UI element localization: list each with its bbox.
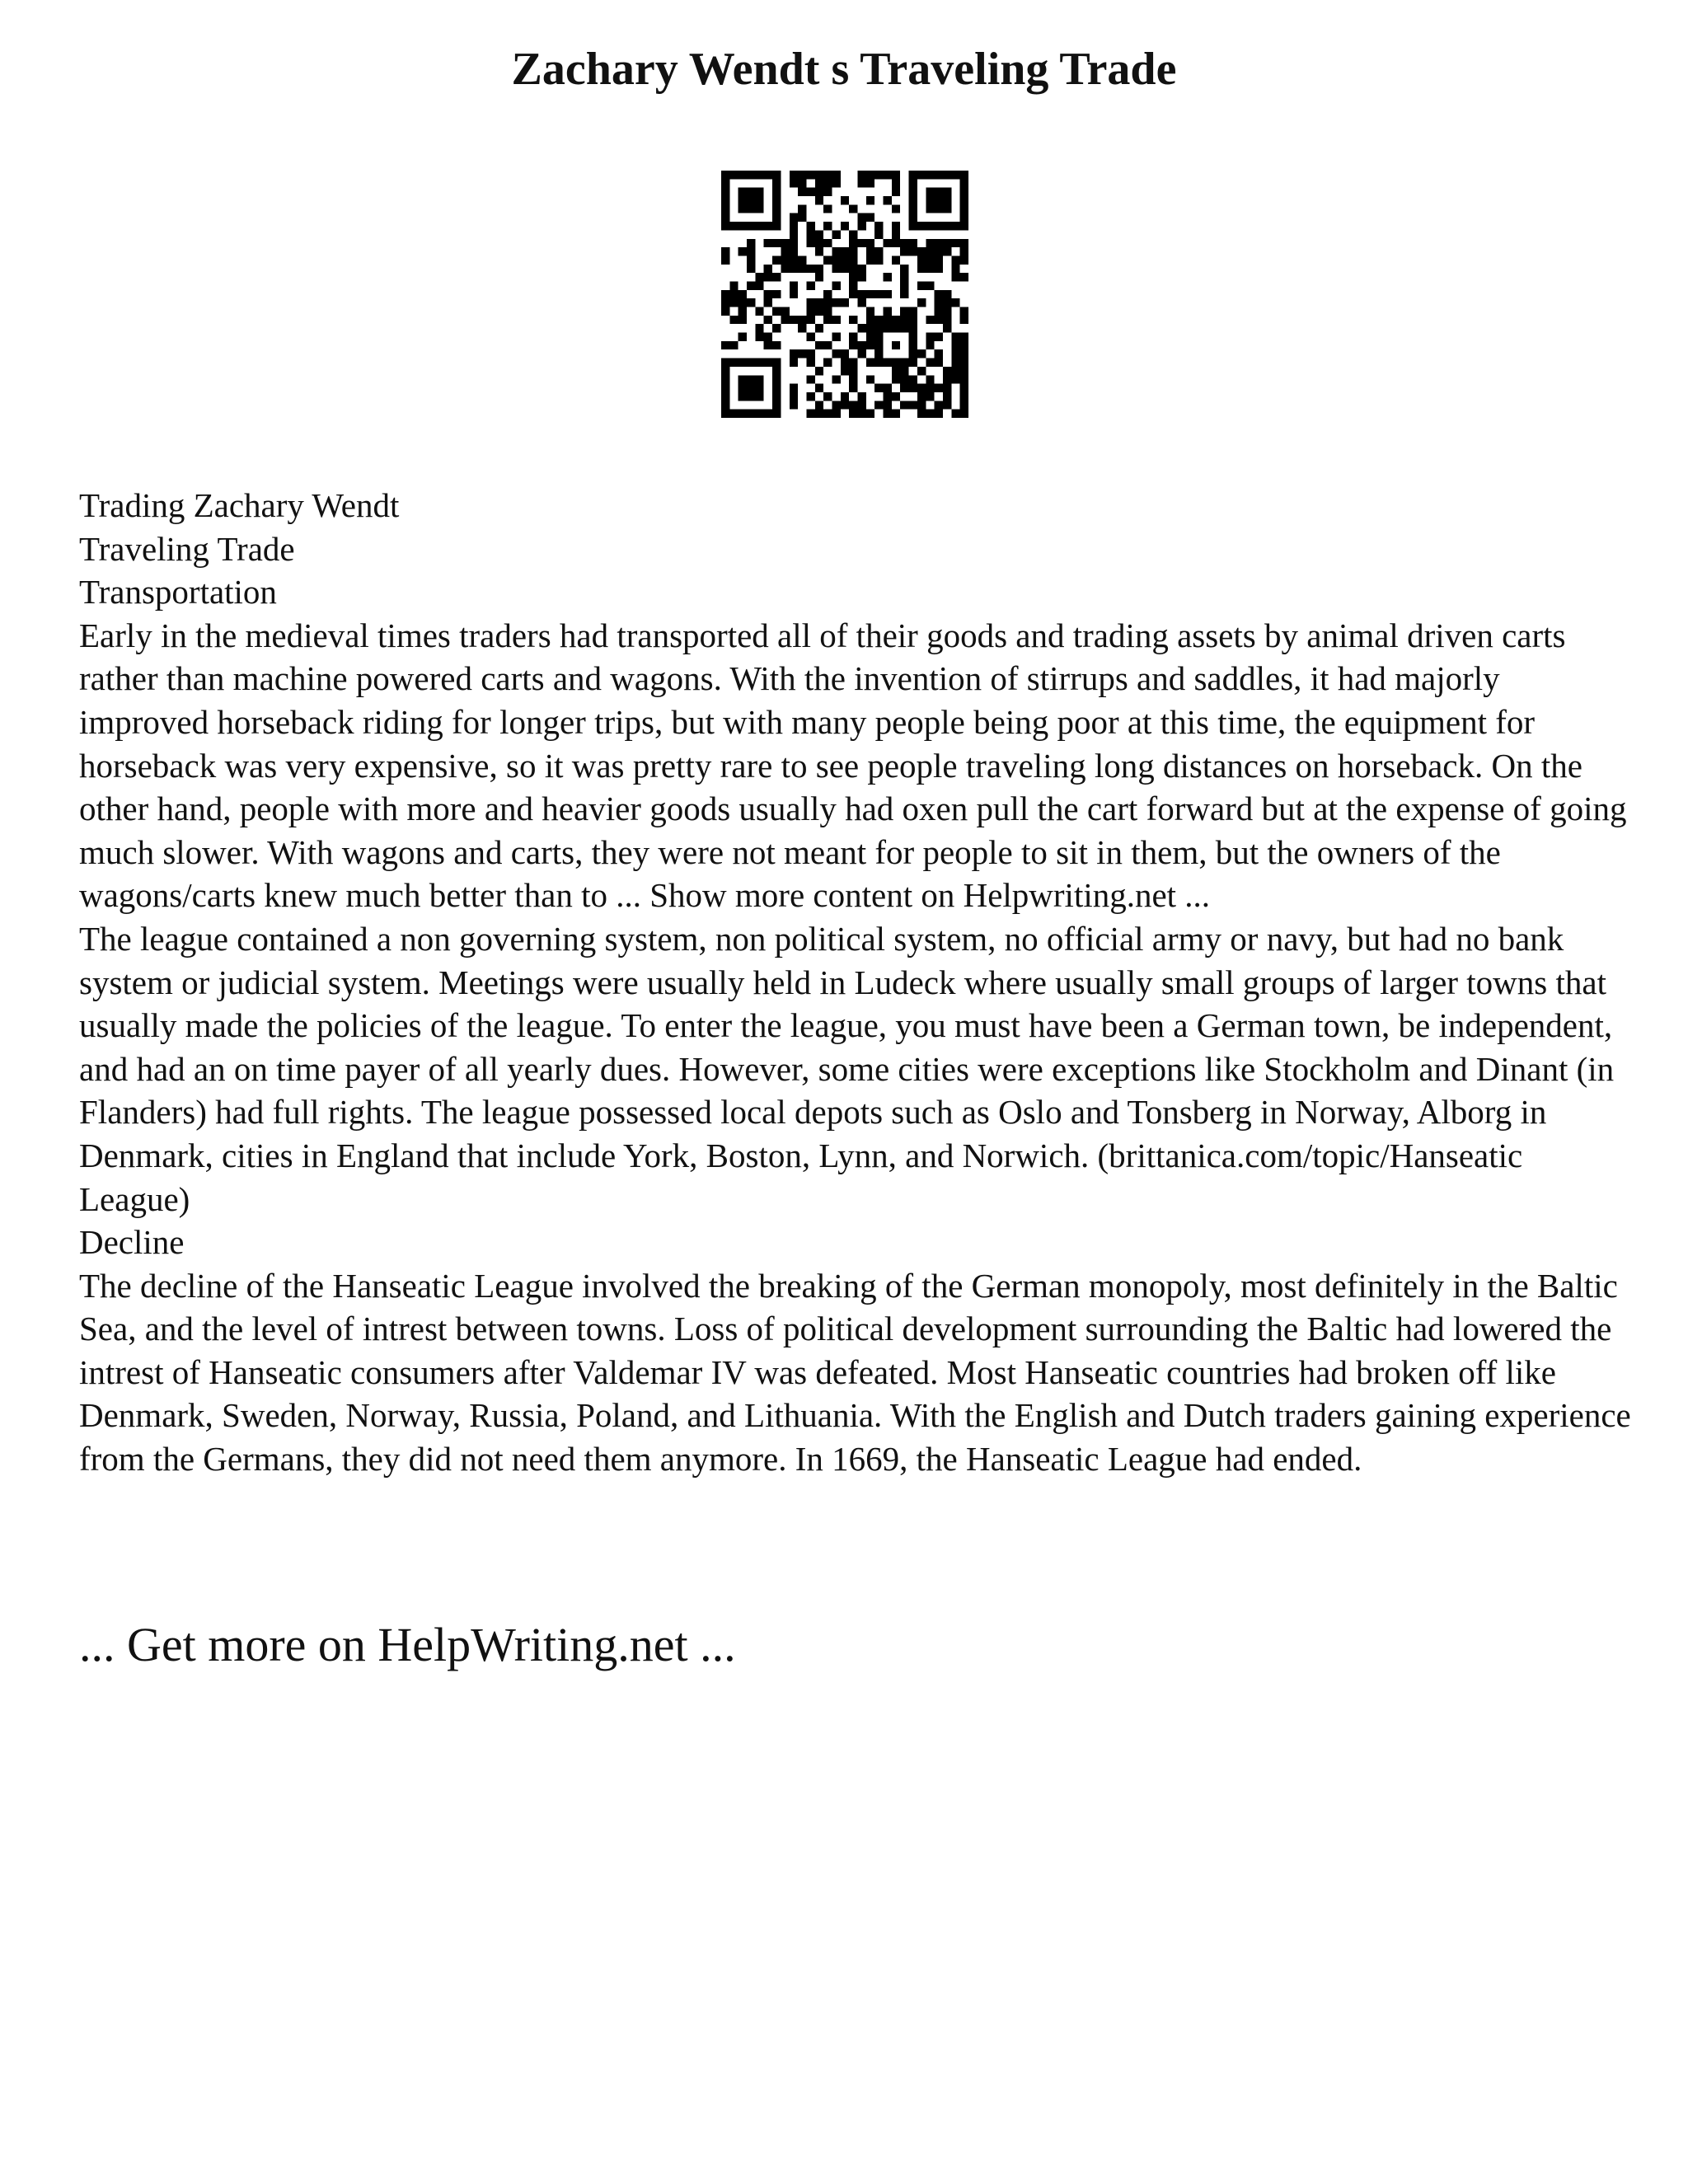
document-body: [79, 484, 1637, 1481]
paragraph-decline: The decline of the Hanseatic League involved the breaking of the German monopoly, most definitely in the Baltic Sea, and the level of intrest between towns. Loss of political development surrounding the Baltic had lowered the intrest of Hanseatic consumers after Valdemar IV was defeated. Most Hanseatic countries had broken off like Denmark, Sweden, Norway, Russia, Poland, and Lithuania. With the English and Dutch traders gaining experience from the Germans, they did not need them anymore. In 1669, the Hanseatic League had ended.: [79, 1266, 1631, 1479]
paragraph-transportation: Early in the medieval times traders had transported all of their goods and trading assets by animal driven carts rather than machine powered carts and wagons. With the invention of stirrups and saddles, it had majorly improved horseback riding for longer trips, but with many people being poor at this time, the equipment for horseback was very expensive, so it was pretty rare to see people traveling long distances on horseback. On the other hand, people with more and heavier goods usually had oxen pull the cart forward but at the expense of going much slower. With wagons and carts, they were not meant for people to sit in them, but the owners of the wagons/carts knew much better than to ... Show more content on Helpwriting.net ...: [79, 616, 1627, 915]
qr-code-icon: [721, 171, 968, 418]
section-heading-transportation: Transportation: [79, 573, 277, 612]
get-more-link[interactable]: ... Get more on HelpWriting.net ...: [79, 1618, 736, 1671]
subtitle-line-2: Traveling Trade: [79, 529, 295, 568]
subtitle-line-1: Trading Zachary Wendt: [79, 486, 400, 524]
document-title: Zachary Wendt s Traveling Trade: [511, 44, 1177, 95]
section-heading-decline: Decline: [79, 1223, 185, 1262]
paragraph-league: The league contained a non governing system, non political system, no official army or navy, but had no bank system or judicial system. Meetings were usually held in Ludeck where usually small groups of larger towns that usually made the policies of the league. To enter the league, you must have been a German town, be independent, and had an on time payer of all yearly dues. However, some cities were exceptions like Stockholm and Dinant (in Flanders) had full rights. The league possessed local depots such as Oslo and Tonsberg in Norway, Alborg in Denmark, cities in England that include York, Boston, Lynn, and Norwich. (brittanica.com/topic/Hanseatic League): [79, 919, 1615, 1218]
